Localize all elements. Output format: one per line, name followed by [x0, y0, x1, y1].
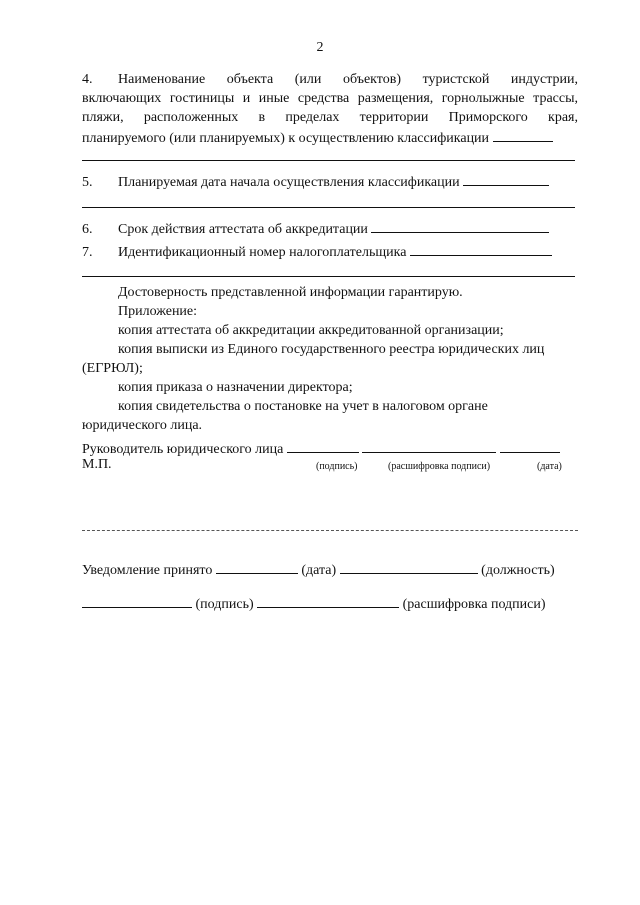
item-7-number: 7. — [82, 245, 93, 260]
item-7-fill-line[interactable] — [410, 241, 552, 256]
caption-date: (дата) — [537, 461, 562, 472]
item-4-line-1: Наименование объекта (или объектов) туристской индустрии, — [118, 72, 578, 87]
attachment-item-2-cont: (ЕГРЮЛ); — [82, 361, 143, 376]
attachments-block — [82, 283, 578, 435]
item-6 — [82, 218, 578, 239]
notice-position-caption: (должность) — [481, 563, 555, 578]
attachment-item-3: копия приказа о назначении директора; — [118, 380, 353, 395]
item-5-fill-line[interactable] — [463, 171, 549, 186]
item-4-number: 4. — [82, 72, 93, 87]
item-4 — [82, 70, 578, 148]
head-date-line[interactable] — [500, 438, 560, 453]
notice-decoding-line[interactable] — [257, 593, 399, 608]
guarantee-text: Достоверность представленной информации гарантирую. — [118, 285, 463, 300]
page-number: 2 — [316, 40, 324, 55]
item-4-line-2: включающих гостиницы и иные средства размещения, горнолыжные трассы, — [82, 91, 578, 106]
item-4-line-4: планируемого (или планируемых) к осуществлению классификации — [82, 131, 490, 146]
stamp-label: М.П. — [82, 457, 112, 472]
item-7-label: Идентификационный номер налогоплательщика — [118, 245, 407, 260]
item-5-label: Планируемая дата начала осуществления классификации — [118, 175, 460, 190]
notice-date-caption: (дата) — [301, 563, 337, 578]
item-4-line-3: пляжи, расположенных в пределах территории Приморского края, — [82, 110, 578, 125]
head-signature-row — [82, 438, 578, 459]
attachment-item-2: копия выписки из Единого государственного реестра юридических лиц — [118, 342, 545, 357]
caption-signature: (подпись) — [316, 461, 358, 472]
item-5 — [82, 171, 578, 192]
item-7-extra-line[interactable] — [82, 276, 575, 277]
attachment-item-4: копия свидетельства о постановке на учет в налоговом органе — [118, 399, 488, 414]
item-6-label: Срок действия аттестата об аккредитации — [118, 222, 368, 237]
notice-decoding-caption: (расшифровка подписи) — [402, 597, 546, 612]
attachment-item-4-cont: юридического лица. — [82, 418, 203, 433]
head-label: Руководитель юридического лица — [82, 442, 284, 457]
notice-signature-line[interactable] — [82, 593, 192, 608]
attachment-title: Приложение: — [118, 304, 198, 319]
attachment-item-1: копия аттестата об аккредитации аккредитованной организации; — [118, 323, 504, 338]
item-4-extra-line[interactable] — [82, 160, 575, 161]
item-4-fill-line[interactable] — [493, 127, 553, 142]
head-signature-line[interactable] — [287, 438, 359, 453]
item-4-line-4-row — [82, 127, 578, 148]
notice-row — [82, 559, 578, 580]
item-6-number: 6. — [82, 222, 93, 237]
notice-signature-row — [82, 593, 578, 614]
notice-accepted-label: Уведомление принято — [82, 563, 213, 578]
cut-line-divider — [82, 530, 578, 531]
item-5-extra-line[interactable] — [82, 207, 575, 208]
notice-signature-caption: (подпись) — [195, 597, 254, 612]
item-5-number: 5. — [82, 175, 93, 190]
notice-date-line[interactable] — [216, 559, 298, 574]
caption-decoding: (расшифровка подписи) — [388, 461, 491, 472]
item-6-fill-line[interactable] — [371, 218, 549, 233]
item-7 — [82, 241, 578, 262]
head-decoding-line[interactable] — [362, 438, 496, 453]
notice-position-line[interactable] — [340, 559, 478, 574]
